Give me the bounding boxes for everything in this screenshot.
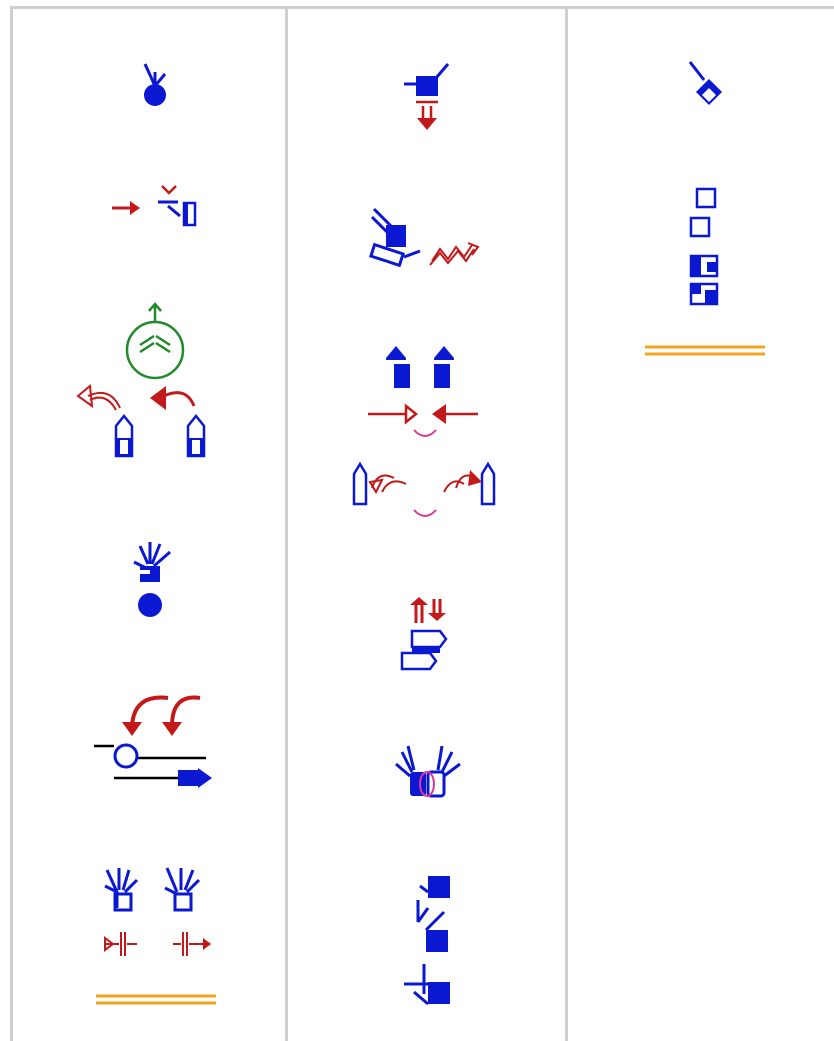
double-curved-arrows-with-hand-lines-sign	[88, 690, 223, 790]
double-line-separator	[645, 344, 765, 358]
tilted-hand-sign	[682, 58, 730, 116]
spread-fingers-eyes-sign	[392, 742, 464, 804]
hand-with-zigzag-arrow-sign	[368, 205, 486, 275]
hand-up-down-arrows-sign	[398, 595, 458, 680]
stacked-hands-sign	[398, 872, 458, 1012]
hand-with-down-arrow-sign	[400, 60, 455, 135]
two-hands-meeting-arrows-sign	[350, 342, 500, 522]
stacked-squares-sign	[685, 186, 725, 312]
arrow-and-hand-contact-sign	[108, 182, 206, 232]
two-hands-with-small-arrows-sign	[95, 862, 220, 962]
hand-contact-on-circle-sign	[135, 60, 175, 115]
table-left-border	[10, 6, 13, 1041]
fingers-spread-above-circle-sign	[130, 538, 180, 620]
head-with-hands-and-circling-arrows-sign	[70, 300, 220, 465]
column-divider-1	[285, 6, 288, 1041]
table-top-border	[10, 6, 834, 9]
column-divider-2	[565, 6, 568, 1041]
double-line-separator	[96, 993, 216, 1007]
